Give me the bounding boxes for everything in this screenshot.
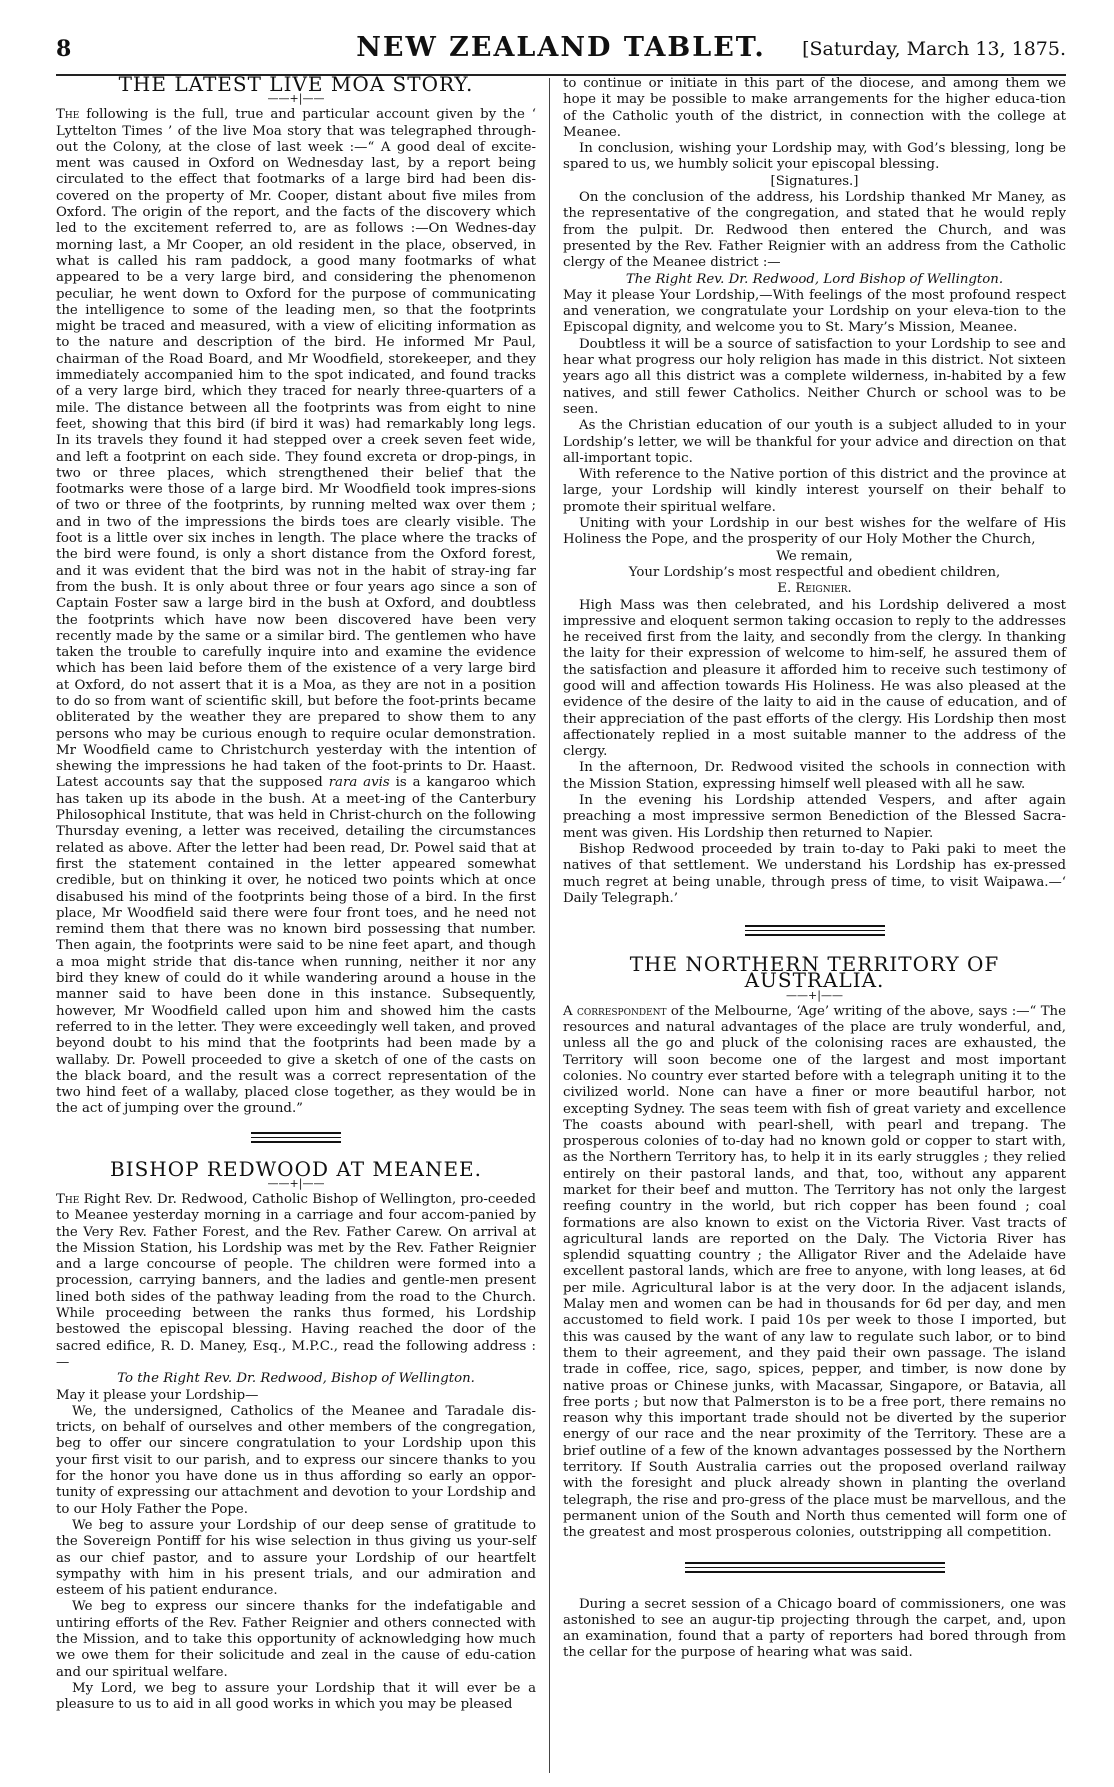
clergy-address-paragraph: Doubtless it will be a source of satisfaction to your Lordship to see and hear what progress our holy religion has made in this district. Not sixteen years ago all this district was a complete wilderness, in-habited by a few natives, and still fewer Catholics. Neither Church or school was to be seen.: [563, 336, 1066, 417]
column-divider: [549, 78, 550, 1773]
clergy-address-paragraph: May it please Your Lordship,—With feelings of the most profound respect and veneration, we congratulate your Lordship on your eleva-tion to the Episcopal dignity, and welcome you to St. Mary’s Mission, Meanee.: [563, 287, 1066, 336]
issue-date: [Saturday, March 13, 1875.: [802, 38, 1066, 60]
moa-article-body: The following is the full, true and particular account given by the ‘ Lyttelton Times ’ of the live Moa story that was telegraphed through-out the Colony, at the close of last week :—“ A good deal of excite-ment was caused in Oxford on Wednesday last, by a report being circulated to the effect that footmarks of a large bird had been dis-covered on the property of Mr. Cooper, distant about five miles from Oxford. The origin of the report, and the facts of the discovery which led to the excitement referred to, are as follows :—On Wednes-day morning last, a Mr Cooper, an old resident in the place, observed, in what is called his ram paddock, a good many footmarks of what appeared to be a very large bird, and considering the phenomenon peculiar, he went down to Oxford for the purpose of communicating the intelligence to some of the leading men, so that the footprints might be traced and measured, with a view of eliciting information as to the nature and description of the bird. He informed Mr Paul, chairman of the Road Board, and Mr Woodfield, storekeeper, and they immediately accompanied him to the spot indicated, and found tracks of a very large bird, which they traced for nearly three-quarters of a mile. The distance between all the footprints was from eight to nine feet, showing that this bird (if bird it was) had remarkably long legs. In its travels they found it had stepped over a creek seven feet wide, and left a footprint on each side. They found excreta or drop-pings, in two or three places, which strengthened their belief that the footmarks were those of a large bird. Mr Woodfield took impres-sions of two or three of the footprints, by running melted wax over them ; and in two of the impressions the birds toes are clearly visible. The foot is a little over six inches in length. The place where the tracks of the bird were found, is only a short distance from the Oxford forest, and it was evident that the bird was not in the habit of stray-ing far from the bush. It is only about three or four years ago since a son of Captain Foster saw a large bird in the bush at Oxford, and doubtless the footprints which have now been discovered have been very recently made by the same or a similar bird. The gentlemen who have taken the trouble to carefully inquire into and examine the evidence which has been laid before them of the existence of a very large bird at Oxford, do not assert that it is a Moa, as they are not in a position to do so from want of scientific skill, but before the foot-prints became obliterated by the weather they are prepared to show them to any persons who may be curious enough to require ocular demonstration. Mr Woodfield came to Christchurch yesterday with the intention of shewing the impressions he had taken of the foot-prints to Dr. Haast. Latest accounts say that the supposed rara avis is a kangaroo which has taken up its abode in the bush. At a meet-ing of the Canterbury Philosophical Institute, that was held in Christ-church on the following Thursday evening, a letter was received, detailing the circumstances related as above. After the letter had been read, Dr. Powel said that at first the statement contained in the letter appeared somewhat credible, but on thinking it over, he noticed two points which at once disabused his mind of the footprints being those of a bird. In the first place, Mr Woodfield said there were four front toes, and he need not remind them that there was no known bird possessing that number. Then again, the footprints were said to be nine feet apart, and though a moa might stride that dis-tance when running, neither it nor any bird they knew of could do it while wandering around a house in the manner said to have been done in this instance. Subsequently, however, Mr Woodfield called upon him and showed him the casts referred to in the letter. They were exceedingly well taken, and proved beyond doubt to his mind that the footprints had been made by a wallaby. Dr. Powell proceeded to give a sketch of one of the casts on the black board, and the result was a correct representation of the two hind feet of a wallaby, placed close together, as they would be in the act of jumping over the ground.”: [56, 107, 536, 1117]
clergy-salutation: The Right Rev. Dr. Redwood, Lord Bishop of Wellington.: [625, 271, 1004, 287]
section-separator: [745, 925, 885, 936]
bishop-paragraph: In the afternoon, Dr. Redwood visited the schools in connection with the Mission Station, expressing himself well pleased with all he saw.: [563, 760, 1066, 792]
section-separator: [685, 1562, 945, 1573]
heading-ornament: ——+|——: [267, 92, 325, 106]
bishop-paragraph: The Right Rev. Dr. Redwood, Catholic Bishop of Wellington, pro-ceeded to Meanee yesterday morning in a carriage and four accom-panied by the Very Rev. Father Forest, and the Rev. Father Carew. On arrival at the Mission Station, his Lordship was met by the Rev. Father Reignier and a large concourse of people. The children were formed into a procession, carrying banners, and the ladies and gentle-men present lined both sides of the pathway leading from the road to the Church. While proceeding between the ranks thus formed, his Lordship bestowed the episcopal blessing. Having reached the door of the sacred edifice, R. D. Maney, Esq., M.P.C., read the following address :—: [56, 1192, 536, 1370]
northern-article-body: A correspondent of the Melbourne, ‘Age’ writing of the above, says :—“ The resources and natural advantages of the place are truly wonderful, and, unless all the go and pluck of the colonising races are exhausted, the Territory will soon become one of the largest and most important colonies. No country ever started before with a telegraph uniting it to the civilized world. None can have a finer or more beautiful harbor, not excepting Sydney. The seas teem with fish of great variety and excellence The coasts abound with pearl-shell, with pearl and trepang. The prosperous colonies of to-day had no known gold or copper to start with, as the Northern Territory has, to help it in its early struggles ; they relied entirely on their pastoral lands, and that, too, without any apparent market for their beef and mutton. The Territory has not only the largest reefing country in the world, but rich copper has been found ; coal formations are also known to exist on the Victoria River. Vast tracts of agricultural lands are reported on the Daly. The Victoria River has splendid squatting country ; the Alligator River and the Adelaide have excellent pastoral lands, which are free to anyone, with long leases, at 6d per mile. Agricultural labor is at the very door. In the adjacent islands, Malay men and women can be had in thousands for 6d per day, and men accustomed to field work. I paid 10s per week to those I imported, but this was caused by the want of any law to regulate such labor, or to bind them to their agreement, and they paid their own passage. The island trade in coffee, rice, sago, spices, pepper, and timber, is now done by native proas or Chinese junks, with Macassar, Singapore, or Batavia, all free ports ; but now that Palmerston is to be a free port, there remains no reason why this important trade should not be diverted by the superior energy of our race and the near proximity of the Territory. These are a brief outline of a few of the known advantages possessed by the Northern territory. If South Australia carries out the proposed overland railway with the foresight and pluck already shown in planting the overland telegraph, the rise and pro-gress of the place must be marvellous, and the permanent union of the South and North thus cemented will form one of the greatest and most prosperous colonies, outstripping all competition.: [563, 1003, 1066, 1541]
closing-children: Your Lordship’s most respectful and obedient children,: [628, 564, 1001, 580]
left-column: [56, 72, 536, 1714]
chicago-paragraph: During a secret session of a Chicago board of commissioners, one was astonished to see an augur-tip projecting through the carpet, and, upon an examination, found that a party of reporters had bored through from the cellar for the purpose of hearing what was said.: [563, 1596, 1066, 1661]
rara-avis: rara avis: [328, 775, 390, 791]
address-paragraph: We beg to express our sincere thanks for the indefatigable and untiring efforts of the Rev. Father Reignier and others connected with the Mission, and to take this opportunity of acknowledging how much we owe them for their solicitude and zeal in the cause of edu-cation and our spiritual welfare.: [56, 1599, 536, 1680]
signatures-note: [Signatures.]: [770, 173, 859, 189]
masthead-title: NEW ZEALAND TABLET.: [356, 32, 766, 63]
address-opening: May it please your Lordship—: [56, 1387, 259, 1403]
right-column: [563, 76, 1066, 1662]
northern-lead-word: A correspondent: [563, 1003, 667, 1019]
page-header: [56, 32, 1066, 72]
clergy-address-paragraph: Uniting with your Lordship in our best wishes for the welfare of His Holiness the Pope, and the prosperity of our Holy Mother the Church,: [563, 516, 1066, 548]
bishop-heading: BISHOP REDWOOD AT MEANEE.: [109, 1156, 482, 1181]
heading-ornament: ——+|——: [267, 1177, 325, 1190]
address-paragraph: My Lord, we beg to assure your Lordship that it will ever be a pleasure to us to aid in all good works in which you may be pleased: [56, 1680, 536, 1713]
bishop-paragraph: Bishop Redwood proceeded by train to-day to Paki paki to meet the natives of that settlement. We understand his Lordship has ex-pressed much regret at being unable, through press of time, to visit Waipawa.—‘ Daily Telegraph.’: [563, 841, 1066, 906]
clergy-address-paragraph: With reference to the Native portion of this district and the province at large, your Lordship will kindly interest yourself on their behalf to promote their spiritual welfare.: [563, 467, 1066, 515]
section-separator: [251, 1132, 341, 1143]
bishop-paragraph: On the conclusion of the address, his Lordship thanked Mr Maney, as the representative of the congregation, and stated that he would reply from the pulpit. Dr. Redwood then entered the Church, and was presented by the Rev. Father Reignier with an address from the Catholic clergy of the Meanee district :—: [563, 190, 1066, 271]
moa-heading: THE LATEST LIVE MOA STORY.: [118, 72, 474, 96]
northern-heading: THE NORTHERN TERRITORY OF AUSTRALIA.: [629, 952, 1000, 993]
bishop-paragraph: High Mass was then celebrated, and his Lordship delivered a most impressive and eloquent sermon taking occasion to reply to the addresses he received first from the laity, and secondly from the clergy. In thanking the laity for their expression of welcome to him-self, he assured them of the satisfaction and pleasure it afforded him to receive such testimony of good will and affection towards His Holiness. He was also pleased at the evidence of the desire of the laity to aid in the cause of education, and of their appreciation of the past efforts of the clergy. His Lordship then most affectionately replied in a most suitable manner to the address of the clergy.: [563, 597, 1066, 760]
address-continuation: to continue or initiate in this part of the diocese, and among them we hope it may be possible to make arrangements for the higher educa-tion of the Catholic youth of the district, in connection with the college at Meanee.: [563, 76, 1066, 140]
address-paragraph: We, the undersigned, Catholics of the Meanee and Taradale dis-tricts, on behalf of ourselves and other members of the congregation, beg to offer our sincere congratulation to your Lordship upon this your first visit to our parish, and to express our sincere thanks to you for the honor you have done us in thus affording so early an oppor-tunity of expressing our attachment and devotion to your Lordship and to our Holy Father the Pope.: [56, 1403, 536, 1517]
bishop-paragraph: In the evening his Lordship attended Vespers, and after again preaching a most impressive sermon Benediction of the Blessed Sacra-ment was given. His Lordship then returned to Napier.: [563, 793, 1066, 841]
page-number: 8: [56, 36, 72, 62]
signer-name: E. Reignier.: [777, 581, 852, 597]
address-salutation: To the Right Rev. Dr. Redwood, Bishop of Wellington.: [117, 1371, 475, 1387]
clergy-address-paragraph: As the Christian education of our youth is a subject alluded to in your Lordship’s letter, we will be thankful for your advice and direction on that all-important topic.: [563, 418, 1066, 466]
closing-remain: We remain,: [776, 548, 853, 564]
heading-ornament: ——+|——: [786, 988, 843, 1002]
bishop-lead-word: The: [56, 1192, 80, 1207]
moa-lead-word: The: [56, 107, 80, 123]
address-paragraph: We beg to assure your Lordship of our deep sense of gratitude to the Sovereign Pontiff for his wise selection in thus giving us your-self as our chief pastor, and to assure your Lordship of our heartfelt sympathy with him in his present trials, and our admiration and esteem of his patient endurance.: [56, 1517, 536, 1599]
address-paragraph: In conclusion, wishing your Lordship may, with God’s blessing, long be spared to us, we humbly solicit your episcopal blessing.: [563, 141, 1066, 173]
